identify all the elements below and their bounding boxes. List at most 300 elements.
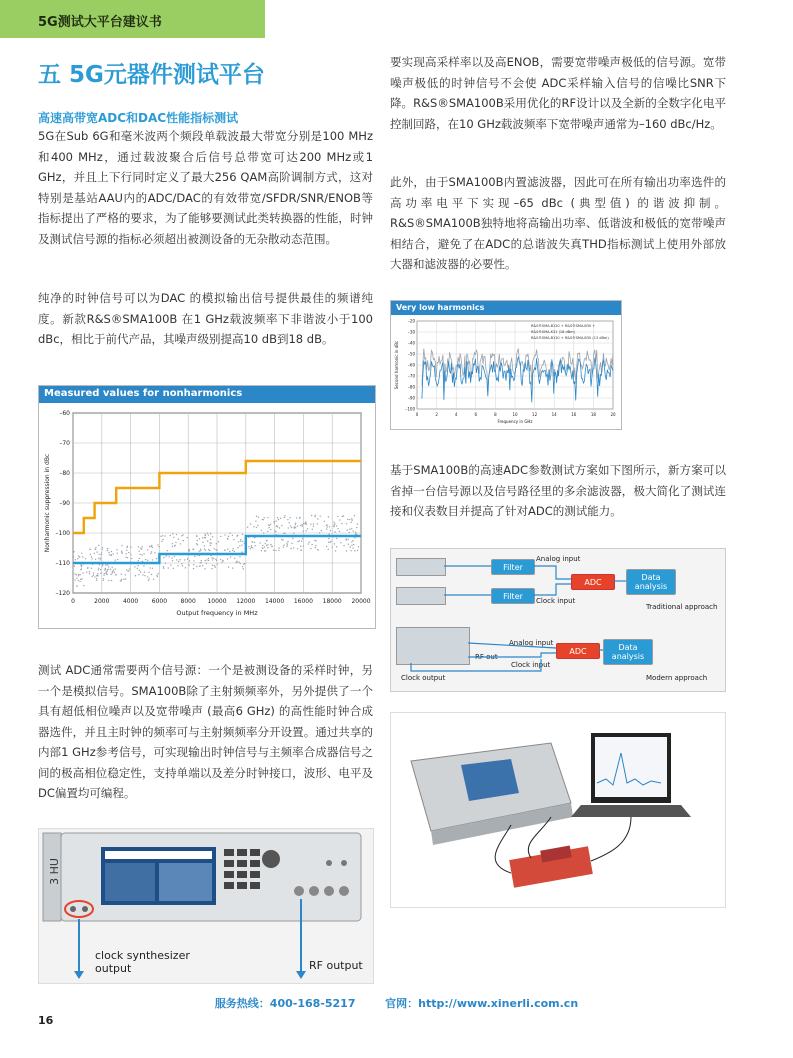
y-tick-label: –30 bbox=[407, 329, 415, 335]
measurement-point bbox=[334, 531, 335, 532]
measurement-point bbox=[242, 541, 243, 542]
measurement-point bbox=[202, 542, 203, 543]
measurement-point bbox=[292, 538, 293, 539]
measurement-point bbox=[152, 547, 153, 548]
measurement-point bbox=[154, 552, 155, 553]
analog-input-label-2: Analog input bbox=[509, 639, 554, 647]
measurement-point bbox=[210, 539, 211, 540]
measurement-point bbox=[267, 517, 268, 518]
measurement-point bbox=[210, 533, 211, 534]
measurement-point bbox=[139, 558, 140, 559]
measurement-point bbox=[287, 541, 288, 542]
lab-setup-drawing bbox=[391, 713, 725, 907]
measurement-point bbox=[234, 551, 235, 552]
measurement-point bbox=[121, 550, 122, 551]
measurement-point bbox=[104, 569, 105, 570]
measurement-point bbox=[341, 523, 342, 524]
measurement-point bbox=[163, 568, 164, 569]
measurement-point bbox=[103, 575, 104, 576]
legend-entry: R&S®SMA-B120 + R&S®SMA-B30 + bbox=[531, 324, 596, 328]
measurement-point bbox=[314, 540, 315, 541]
measurement-point bbox=[305, 521, 306, 522]
measurement-point bbox=[342, 516, 343, 517]
measurement-point bbox=[311, 544, 312, 545]
measurement-point bbox=[349, 519, 350, 520]
measurement-point bbox=[130, 547, 131, 548]
measurement-point bbox=[149, 567, 150, 568]
measurement-point bbox=[256, 515, 257, 516]
x-axis-label: Output frequency in MHz bbox=[176, 609, 258, 617]
measurement-point bbox=[307, 528, 308, 529]
measurement-point bbox=[98, 569, 99, 570]
measurement-point bbox=[80, 569, 81, 570]
measurement-point bbox=[313, 523, 314, 524]
measurement-point bbox=[224, 534, 225, 535]
measurement-point bbox=[233, 539, 234, 540]
measurement-point bbox=[330, 542, 331, 543]
measurement-point bbox=[278, 547, 279, 548]
measurement-point bbox=[326, 528, 327, 529]
measurement-point bbox=[204, 545, 205, 546]
measurement-point bbox=[193, 560, 194, 561]
measurement-point bbox=[111, 551, 112, 552]
measurement-point bbox=[160, 536, 161, 537]
measurement-point bbox=[348, 543, 349, 544]
y-tick-label: –60 bbox=[59, 410, 70, 417]
measurement-point bbox=[172, 543, 173, 544]
measurement-point bbox=[81, 553, 82, 554]
measurement-point bbox=[340, 542, 341, 543]
measurement-point bbox=[138, 546, 139, 547]
x-tick-label: 2 bbox=[435, 412, 438, 417]
measurement-point bbox=[315, 514, 316, 515]
x-tick-label: 0 bbox=[71, 598, 75, 605]
measurement-point bbox=[343, 545, 344, 546]
traditional-label: Traditional approach bbox=[646, 603, 718, 611]
measurement-point bbox=[121, 574, 122, 575]
y-tick-label: –80 bbox=[407, 384, 415, 390]
clock-synth-label: clock synthesizer output bbox=[95, 949, 190, 975]
measurement-point bbox=[237, 547, 238, 548]
measurement-point bbox=[74, 566, 75, 567]
measurement-point bbox=[126, 549, 127, 550]
measurement-point bbox=[335, 550, 336, 551]
measurement-point bbox=[255, 520, 256, 521]
right-paragraph-3: 基于SMA100B的高速ADC参数测试方案如下图所示，新方案可以省掉一台信号源以及信号路径里的多余滤波器，极大简化了测试连接和仪表数目并提高了针对ADC的测试能力。 bbox=[390, 463, 726, 518]
measurement-point bbox=[201, 560, 202, 561]
measurement-point bbox=[339, 519, 340, 520]
measurement-point bbox=[138, 550, 139, 551]
y-tick-label: –100 bbox=[405, 406, 415, 412]
measurement-point bbox=[305, 530, 306, 531]
measurement-point bbox=[176, 559, 177, 560]
chart-title: Measured values for nonharmonics bbox=[39, 386, 375, 403]
measurement-point bbox=[334, 523, 335, 524]
left-paragraph-1: 5G在Sub 6G和毫米波两个频段单载波最大带宽分别是100 MHz和400 MHz，通过载波聚合后信号总带宽可达200 MHz或1 GHz，并且上下行同时定义了最大256 QAM高阶调制方式，这对特别是基站AAU内的ADC/DAC的有效带宽/SFDR/SNR/ENOB等指标提出了严格的要求，为了能够要测试此类转换器的性能，时钟及测试信号源的指标必须超出被测设备的无杂散动态范围。 bbox=[38, 129, 373, 246]
measurement-point bbox=[80, 579, 81, 580]
measurement-point bbox=[247, 527, 248, 528]
measurement-point bbox=[303, 531, 304, 532]
measurement-point bbox=[288, 522, 289, 523]
measurement-point bbox=[352, 530, 353, 531]
measurement-point bbox=[204, 548, 205, 549]
measurement-point bbox=[157, 544, 158, 545]
measurement-point bbox=[270, 529, 271, 530]
y-tick-label: –90 bbox=[407, 395, 415, 401]
measurement-point bbox=[78, 574, 79, 575]
measurement-point bbox=[122, 553, 123, 554]
measurement-point bbox=[207, 533, 208, 534]
measurement-point bbox=[216, 550, 217, 551]
measurement-point bbox=[200, 562, 201, 563]
measurement-point bbox=[189, 549, 190, 550]
measurement-point bbox=[349, 528, 350, 529]
measurement-point bbox=[286, 546, 287, 547]
measurement-point bbox=[91, 556, 92, 557]
measurement-point bbox=[241, 545, 242, 546]
legend-entry: R&S®SMA-K31 (18 dBm) bbox=[531, 330, 575, 334]
measurement-point bbox=[211, 568, 212, 569]
measurement-point bbox=[319, 532, 320, 533]
measurement-point bbox=[214, 565, 215, 566]
measurement-point bbox=[293, 526, 294, 527]
measurement-point bbox=[167, 550, 168, 551]
measurement-point bbox=[197, 544, 198, 545]
measurement-point bbox=[108, 566, 109, 567]
measurement-point bbox=[241, 551, 242, 552]
measurement-point bbox=[243, 563, 244, 564]
y-tick-label: –40 bbox=[407, 340, 415, 346]
measurement-point bbox=[259, 542, 260, 543]
measurement-point bbox=[233, 548, 234, 549]
measurement-point bbox=[238, 541, 239, 542]
measurement-point bbox=[350, 550, 351, 551]
measurement-point bbox=[279, 527, 280, 528]
measurement-point bbox=[212, 559, 213, 560]
measurement-point bbox=[151, 551, 152, 552]
modern-label: Modern approach bbox=[646, 674, 708, 682]
measurement-point bbox=[346, 550, 347, 551]
measurement-point bbox=[90, 554, 91, 555]
measurement-point bbox=[152, 568, 153, 569]
measurement-point bbox=[283, 545, 284, 546]
measurement-point bbox=[86, 571, 87, 572]
x-tick-label: 6000 bbox=[151, 598, 168, 605]
measurement-point bbox=[91, 558, 92, 559]
measurement-point bbox=[156, 575, 157, 576]
measurement-point bbox=[143, 553, 144, 554]
instrument-figure bbox=[38, 828, 374, 984]
x-tick-label: 6 bbox=[474, 412, 478, 417]
measurement-point bbox=[172, 560, 173, 561]
measurement-point bbox=[307, 543, 308, 544]
measurement-point bbox=[107, 564, 108, 565]
measurement-point bbox=[210, 545, 211, 546]
measurement-point bbox=[78, 580, 79, 581]
measurement-point bbox=[288, 527, 289, 528]
measurement-point bbox=[250, 523, 251, 524]
measurement-point bbox=[336, 546, 337, 547]
measurement-point bbox=[97, 575, 98, 576]
measurement-point bbox=[200, 550, 201, 551]
clock-input-label-1: Clock input bbox=[536, 597, 576, 605]
measurement-point bbox=[144, 572, 145, 573]
measurement-point bbox=[189, 560, 190, 561]
measurement-point bbox=[271, 546, 272, 547]
measurement-point bbox=[275, 550, 276, 551]
data-analysis-box-2: Data analysis bbox=[603, 639, 653, 665]
measurement-point bbox=[297, 525, 298, 526]
measurement-point bbox=[232, 535, 233, 536]
measurement-point bbox=[149, 578, 150, 579]
measurement-point bbox=[273, 550, 274, 551]
measurement-point bbox=[305, 524, 306, 525]
measurement-point bbox=[110, 574, 111, 575]
website-link[interactable]: 官网：http://www.xinerli.com.cn bbox=[385, 997, 579, 1010]
measurement-point bbox=[286, 542, 287, 543]
measurement-point bbox=[351, 522, 352, 523]
measurement-point bbox=[98, 545, 99, 546]
measurement-point bbox=[238, 561, 239, 562]
measurement-point bbox=[221, 562, 222, 563]
measurement-point bbox=[85, 558, 86, 559]
measurement-point bbox=[333, 524, 334, 525]
measurement-point bbox=[284, 533, 285, 534]
measurement-point bbox=[303, 523, 304, 524]
measurement-point bbox=[139, 554, 140, 555]
measurement-point bbox=[311, 515, 312, 516]
measurement-point bbox=[199, 538, 200, 539]
measurement-point bbox=[147, 549, 148, 550]
measurement-point bbox=[297, 541, 298, 542]
measurement-point bbox=[334, 543, 335, 544]
measurement-point bbox=[295, 524, 296, 525]
measurement-point bbox=[79, 556, 80, 557]
measurement-point bbox=[176, 534, 177, 535]
measurement-point bbox=[336, 525, 337, 526]
measurement-point bbox=[93, 572, 94, 573]
measurement-point bbox=[310, 548, 311, 549]
measurement-point bbox=[165, 563, 166, 564]
measurement-point bbox=[125, 574, 126, 575]
measurement-point bbox=[232, 550, 233, 551]
measurement-point bbox=[140, 548, 141, 549]
measurement-point bbox=[210, 555, 211, 556]
measurement-point bbox=[302, 524, 303, 525]
measurement-point bbox=[205, 537, 206, 538]
measurement-point bbox=[282, 539, 283, 540]
measurement-point bbox=[296, 517, 297, 518]
measurement-point bbox=[239, 545, 240, 546]
measurement-point bbox=[168, 567, 169, 568]
measurement-point bbox=[139, 570, 140, 571]
y-axis-label: Nonharmonic suppression in dBc bbox=[44, 453, 51, 553]
measurement-point bbox=[287, 544, 288, 545]
measurement-point bbox=[158, 546, 159, 547]
measurement-point bbox=[230, 556, 231, 557]
measurement-point bbox=[349, 532, 350, 533]
measurement-point bbox=[346, 529, 347, 530]
x-axis-label: Frequency in GHz bbox=[497, 419, 533, 424]
measurement-point bbox=[337, 528, 338, 529]
lab-setup-figure bbox=[390, 712, 726, 908]
measurement-point bbox=[148, 580, 149, 581]
measurement-point bbox=[97, 573, 98, 574]
measurement-point bbox=[317, 549, 318, 550]
measurement-point bbox=[111, 572, 112, 573]
x-tick-label: 4000 bbox=[122, 598, 139, 605]
measurement-point bbox=[284, 515, 285, 516]
x-tick-label: 20 bbox=[610, 412, 616, 417]
measurement-point bbox=[321, 530, 322, 531]
measurement-point bbox=[289, 517, 290, 518]
measurement-point bbox=[72, 569, 73, 570]
measurement-point bbox=[163, 566, 164, 567]
measurement-point bbox=[170, 565, 171, 566]
x-tick-label: 4 bbox=[454, 412, 458, 417]
measurement-point bbox=[81, 578, 82, 579]
measurement-point bbox=[121, 545, 122, 546]
measurement-point bbox=[113, 570, 114, 571]
measurement-point bbox=[250, 548, 251, 549]
measurement-point bbox=[129, 568, 130, 569]
measurement-point bbox=[174, 545, 175, 546]
measurement-point bbox=[175, 542, 176, 543]
measurement-point bbox=[268, 524, 269, 525]
measurement-point bbox=[277, 526, 278, 527]
measurement-point bbox=[212, 536, 213, 537]
measurement-point bbox=[194, 556, 195, 557]
measurement-point bbox=[351, 545, 352, 546]
measurement-point bbox=[138, 574, 139, 575]
measurement-point bbox=[177, 565, 178, 566]
measurement-point bbox=[181, 535, 182, 536]
measurement-point bbox=[206, 559, 207, 560]
measurement-point bbox=[125, 557, 126, 558]
x-tick-label: 14 bbox=[551, 412, 557, 417]
measurement-point bbox=[205, 550, 206, 551]
measurement-point bbox=[313, 526, 314, 527]
measurement-point bbox=[96, 580, 97, 581]
measurement-point bbox=[220, 559, 221, 560]
measurement-point bbox=[105, 568, 106, 569]
analog-input-label-1: Analog input bbox=[536, 555, 581, 563]
measurement-point bbox=[270, 524, 271, 525]
measurement-point bbox=[308, 542, 309, 543]
measurement-point bbox=[251, 547, 252, 548]
measurement-point bbox=[227, 549, 228, 550]
measurement-point bbox=[179, 559, 180, 560]
measurement-point bbox=[328, 516, 329, 517]
filter-box-2: Filter bbox=[491, 588, 535, 604]
measurement-point bbox=[252, 541, 253, 542]
measurement-point bbox=[199, 550, 200, 551]
measurement-point bbox=[76, 577, 77, 578]
measurement-point bbox=[96, 578, 97, 579]
measurement-point bbox=[328, 549, 329, 550]
measurement-point bbox=[172, 546, 173, 547]
measurement-point bbox=[243, 568, 244, 569]
measurement-point bbox=[126, 547, 127, 548]
measurement-point bbox=[182, 540, 183, 541]
measurement-point bbox=[328, 538, 329, 539]
measurement-point bbox=[173, 568, 174, 569]
measurement-point bbox=[98, 568, 99, 569]
measurement-point bbox=[101, 549, 102, 550]
measurement-point bbox=[105, 572, 106, 573]
measurement-point bbox=[196, 540, 197, 541]
measurement-point bbox=[204, 568, 205, 569]
measurement-point bbox=[326, 546, 327, 547]
measurement-point bbox=[137, 565, 138, 566]
measurement-point bbox=[74, 573, 75, 574]
measurement-point bbox=[95, 547, 96, 548]
measurement-point bbox=[187, 559, 188, 560]
footer bbox=[0, 995, 793, 1011]
measurement-point bbox=[354, 515, 355, 516]
measurement-point bbox=[100, 573, 101, 574]
measurement-point bbox=[291, 527, 292, 528]
filter-box-1: Filter bbox=[491, 559, 535, 575]
measurement-point bbox=[79, 574, 80, 575]
measurement-point bbox=[290, 548, 291, 549]
measurement-point bbox=[229, 533, 230, 534]
measurement-point bbox=[125, 553, 126, 554]
measurement-point bbox=[216, 563, 217, 564]
x-tick-label: 12000 bbox=[236, 598, 256, 605]
measurement-point bbox=[111, 580, 112, 581]
measurement-point bbox=[278, 550, 279, 551]
measurement-point bbox=[98, 558, 99, 559]
measurement-point bbox=[295, 522, 296, 523]
measurement-point bbox=[143, 565, 144, 566]
x-tick-label: 18 bbox=[590, 412, 596, 417]
measurement-point bbox=[267, 547, 268, 548]
measurement-point bbox=[270, 544, 271, 545]
measurement-point bbox=[240, 539, 241, 540]
measurement-point bbox=[324, 521, 325, 522]
measurement-point bbox=[358, 546, 359, 547]
measurement-point bbox=[237, 535, 238, 536]
measurement-point bbox=[299, 540, 300, 541]
measurement-point bbox=[224, 550, 225, 551]
x-tick-label: 12 bbox=[532, 412, 538, 417]
measurement-point bbox=[172, 533, 173, 534]
measurement-point bbox=[112, 571, 113, 572]
measurement-point bbox=[120, 580, 121, 581]
header-tag-text: 5G测试大平台建议书 bbox=[38, 15, 162, 30]
measurement-point bbox=[352, 547, 353, 548]
measurement-point bbox=[151, 574, 152, 575]
measurement-point bbox=[258, 516, 259, 517]
measurement-point bbox=[299, 517, 300, 518]
measurement-point bbox=[104, 573, 105, 574]
y-tick-label: –60 bbox=[407, 362, 415, 368]
measurement-point bbox=[204, 560, 205, 561]
measurement-point bbox=[102, 565, 103, 566]
measurement-point bbox=[199, 565, 200, 566]
measurement-point bbox=[290, 525, 291, 526]
measurement-point bbox=[262, 519, 263, 520]
measurement-point bbox=[188, 564, 189, 565]
measurement-point bbox=[182, 534, 183, 535]
measurement-point bbox=[150, 553, 151, 554]
measurement-point bbox=[240, 541, 241, 542]
measurement-point bbox=[349, 547, 350, 548]
measurement-point bbox=[267, 544, 268, 545]
measurement-point bbox=[332, 547, 333, 548]
adc-box-2: ADC bbox=[556, 643, 600, 659]
